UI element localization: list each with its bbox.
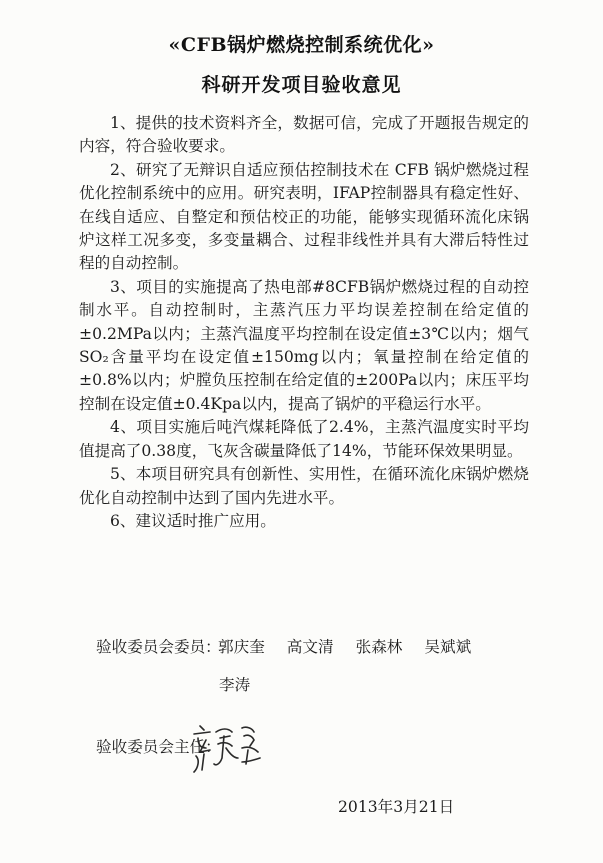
members-label: 验收委员会委员： bbox=[96, 638, 221, 656]
document-body bbox=[79, 112, 529, 533]
committee-members bbox=[96, 636, 493, 658]
member-name: 郭庆奎 bbox=[218, 638, 265, 656]
paragraph-4: 4、项目实施后吨汽煤耗降低了2.4%，主蒸汽温度实时平均值提高了0.38度，飞灰含碳量降低了14%，节能环保效果明显。 bbox=[79, 418, 529, 460]
member-name: 吴斌斌 bbox=[424, 638, 472, 656]
document-date: 2013年3月21日 bbox=[338, 798, 455, 816]
paragraph-2: 2、研究了无辩识自适应预估控制技术在 CFB 锅炉燃烧过程优化控制系统中的应用。研究表明，IFAP控制器具有稳定性好、在线自适应、自整定和预估校正的功能，能够实现循环流化床锅炉这样工况多变，多变量耦合、过程非线性并具有大滞后特性过程的自动控制。 bbox=[79, 160, 529, 273]
member-name: 李涛 bbox=[219, 676, 251, 694]
paragraph-5: 5、本项目研究具有创新性、实用性，在循环流化床锅炉燃烧优化自动控制中达到了国内先进水平。 bbox=[79, 465, 529, 507]
document-title: «CFB锅炉燃烧控制系统优化» bbox=[168, 34, 435, 56]
member-name: 高文清 bbox=[286, 638, 334, 656]
document-subtitle: 科研开发项目验收意见 bbox=[201, 74, 402, 96]
paragraph-1: 1、提供的技术资料齐全，数据可信，完成了开题报告规定的内容，符合验收要求。 bbox=[79, 114, 529, 156]
paragraph-6: 6、建议适时推广应用。 bbox=[110, 511, 276, 530]
paragraph-3: 3、项目的实施提高了热电部#8CFB锅炉燃烧过程的自动控制水平。自动控制时，主蒸汽压力平均误差控制在给定值的±0.2MPa以内；主蒸汽温度平均控制在设定值±3℃以内；烟气SO₂含量平均在设定值±150mg以内；氧量控制在给定值的±0.8%以内；炉膛负压控制在给定值的±200Pa以内；床压平均控制在设定值±0.4Kpa以内，提高了锅炉的平稳运行水平。 bbox=[79, 277, 529, 413]
director-label: 验收委员会主任： bbox=[96, 738, 221, 756]
member-name: 张森林 bbox=[355, 638, 403, 656]
handwritten-signature bbox=[186, 718, 266, 776]
